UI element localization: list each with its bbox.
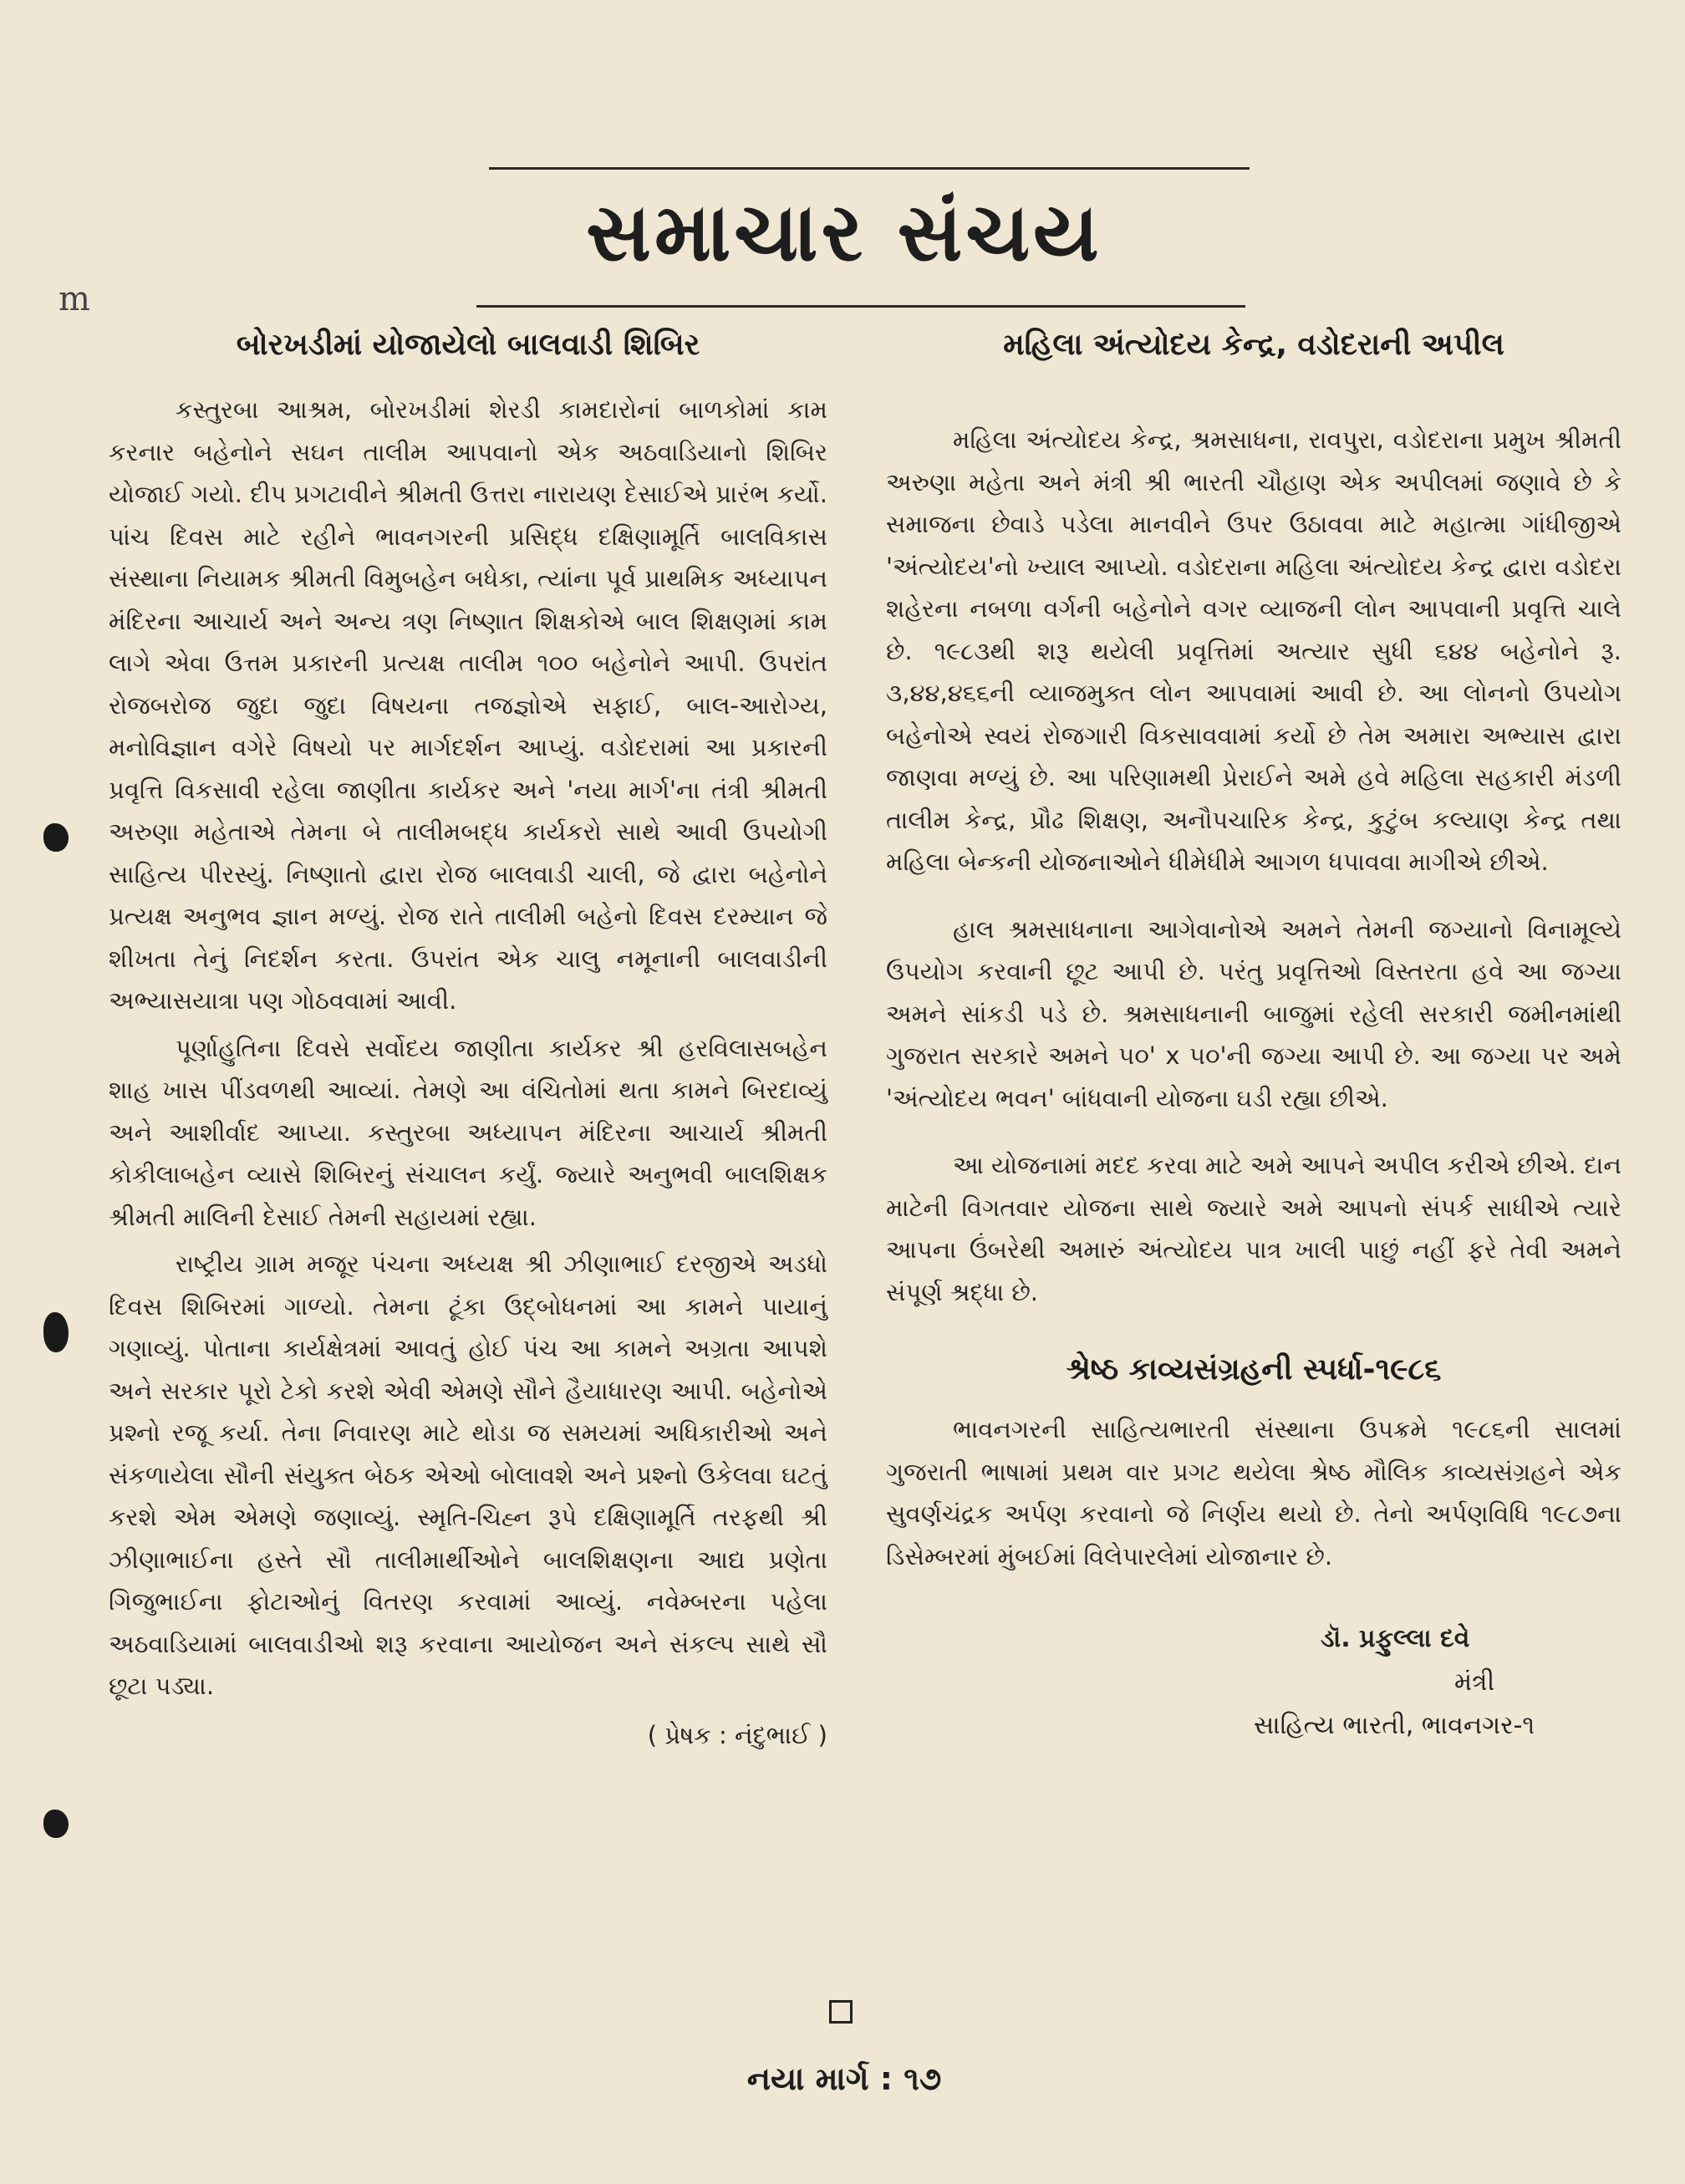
page-footer: નયા માર્ગ : ૧૭ bbox=[746, 2060, 942, 2097]
right-article-paragraph: હાલ શ્રમસાધનાના આગેવાનોએ અમને તેમની જગ્યાનો વિનામૂલ્યે ઉપયોગ કરવાની છૂટ આપી છે. પરંતુ પ્રવૃત્તિઓ વિસ્તરતા હવે આ જગ્યા અમને સાંકડી પડે છે. શ્રમસાધનાની બાજુમાં રહેલી સરકારી જમીનમાંથી ગુજરાત સરકારે અમને ૫૦' x ૫૦'ની જગ્યા આપી છે. આ જગ્યા પર અમે 'અંત્યોદય ભવન' બાંધવાની યોજના ઘડી રહ્યા છીએ. bbox=[886, 914, 1621, 1112]
right-article-title: મહિલા અંત્યોદય કેન્દ્ર, વડોદરાની અપીલ bbox=[1003, 328, 1504, 362]
competition-paragraph: ભાવનગરની સાહિત્યભારતી સંસ્થાના ઉપક્રમે ૧૯૮૬ની સાલમાં ગુજરાતી ભાષામાં પ્રથમ વાર પ્રગટ થયેલા શ્રેષ્ઠ મૌલિક કાવ્યસંગ્રહને એક સુવર્ણચંદ્રક અર્પણ કરવાનો જે નિર્ણય થયો છે. તેનો અર્પણવિધિ ૧૯૮૭ના ડિસેમ્બરમાં મુંબઈમાં વિલેપારલેમાં યોજાનાર છે. bbox=[886, 1415, 1621, 1571]
signatory-name: ડૉ. પ્રફુલ્લા દવે bbox=[1321, 1624, 1470, 1653]
article-sender: ( પ્રેષક : નંદુભાઈ ) bbox=[647, 1720, 827, 1749]
left-article-title: બોરખડીમાં યોજાયેલો બાલવાડી શિબિર bbox=[236, 328, 700, 362]
binding-hole bbox=[43, 823, 69, 852]
left-article-paragraph: રાષ્ટ્રીય ગ્રામ મજૂર પંચના અધ્યક્ષ શ્રી ઝીણાભાઈ દરજીએ અડધો દિવસ શિબિરમાં ગાળ્યો. તેમના ટૂંકા ઉદ્બોધનમાં આ કામને પાયાનું ગણાવ્યું. પોતાના કાર્યક્ષેત્રમાં આવતું હોઈ પંચ આ કામને અગ્રતા આપશે અને સરકાર પૂરો ટેકો કરશે એવી એમણે સૌને હૈયાધારણ આપી. બહેનોએ પ્રશ્નો રજૂ કર્યા. તેના નિવારણ માટે થોડા જ સમયમાં અધિકારીઓ અને સંકળાયેલા સૌની સંયુક્ત બેઠક એઓ બોલાવશે અને પ્રશ્નો ઉકેલવા ઘટતું કરશે એમ એમણે જણાવ્યું. સ્મૃતિ-ચિહ્ન રૂપે દક્ષિણામૂર્તિ તરફથી શ્રી ઝીણાભાઈના હસ્તે સૌ તાલીમાર્થીઓને બાલશિક્ષણના આદ્ય પ્રણેતા ગિજુભાઈના ફોટાઓનું વિતરણ કરવામાં આવ્યું. નવેમ્બરના પહેલા અઠવાડિયામાં બાલવાડીઓ શરૂ કરવાના આયોજન અને સંકલ્પ સાથે સૌ છૂટા પડ્યા. bbox=[109, 1250, 827, 1700]
signatory-org: સાહિત્ય ભારતી, ભાવનગર-૧ bbox=[1254, 1711, 1535, 1740]
left-article-paragraph: કસ્તુરબા આશ્રમ, બોરખડીમાં શેરડી કામદારોનાં બાળકોમાં કામ કરનાર બહેનોને સઘન તાલીમ આપવાનો એક અઠવાડિયાનો શિબિર યોજાઈ ગયો. દીપ પ્રગટાવીને શ્રીમતી ઉત્તરા નારાયણ દેસાઈએ પ્રારંભ કર્યો. પાંચ દિવસ માટે રહીને ભાવનગરની પ્રસિદ્ધ દક્ષિણામૂર્તિ બાલવિકાસ સંસ્થાના નિયામક શ્રીમતી વિમુબહેન બધેકા, ત્યાંના પૂર્વ પ્રાથમિક અધ્યાપન મંદિરના આચાર્ય અને અન્ય ત્રણ નિષ્ણાત શિક્ષકોએ બાલ શિક્ષણમાં કામ લાગે એવા ઉત્તમ પ્રકારની પ્રત્યક્ષ તાલીમ ૧૦૦ બહેનોને આપી. ઉપરાંત રોજબરોજ જુદા જુદા વિષયના તજજ્ઞોએ સફાઈ, બાલ-આરોગ્ય, મનોવિજ્ઞાન વગેરે વિષયો પર માર્ગદર્શન આપ્યું. વડોદરામાં આ પ્રકારની પ્રવૃત્તિ વિકસાવી રહેલા જાણીતા કાર્યકર અને 'નયા માર્ગ'ના તંત્રી શ્રીમતી અરુણા મહેતાએ તેમના બે તાલીમબદ્ધ કાર્યકરો સાથે આવી ઉપયોગી સાહિત્ય પીરસ્યું. નિષ્ણાતો દ્વારા રોજ બાલવાડી ચાલી, જે દ્વારા બહેનોને પ્રત્યક્ષ અનુભવ જ્ઞાન મળ્યું. રોજ રાતે તાલીમી બહેનો દિવસ દરમ્યાન જે શીખતા તેનું નિદર્શન કરતા. ઉપરાંત એક ચાલુ નમૂનાની બાલવાડીની અભ્યાસયાત્રા પણ ગોઠવવામાં આવી. bbox=[109, 395, 827, 1015]
masthead-title: સમાચાર સંચય bbox=[586, 186, 1102, 279]
right-column bbox=[886, 322, 1621, 1748]
right-article-paragraph: મહિલા અંત્યોદય કેન્દ્ર, શ્રમસાધના, રાવપુરા, વડોદરાના પ્રમુખ શ્રીમતી અરુણા મહેતા અને મંત્રી શ્રી ભારતી ચૌહાણ એક અપીલમાં જણાવે છે કે સમાજના છેવાડે પડેલા માનવીને ઉપર ઉઠાવવા માટે મહાત્મા ગાંધીજીએ 'અંત્યોદય'નો ખ્યાલ આપ્યો. વડોદરાના મહિલા અંત્યોદય કેન્દ્ર દ્વારા વડોદરા શહેરના નબળા વર્ગની બહેનોને વગર વ્યાજની લોન આપવાની પ્રવૃત્તિ ચાલે છે. ૧૯૮૩થી શરૂ થયેલી પ્રવૃત્તિમાં અત્યાર સુધી ૬૪૪ બહેનોને રૂ. ૩,૪૪,૪૬૬ની વ્યાજમુક્ત લોન આપવામાં આવી છે. આ લોનનો ઉપયોગ બહેનોએ સ્વયં રોજગારી વિકસાવવામાં કર્યો છે તેમ અમારા અભ્યાસ દ્વારા જાણવા મળ્યું છે. આ પરિણામથી પ્રેરાઈને અમે હવે મહિલા સહકારી મંડળી તાલીમ કેન્દ્ર, પ્રૌઢ શિક્ષણ, અનૌપચારિક કેન્દ્ર, કુટુંબ કલ્યાણ કેન્દ્ર તથા મહિલા બેન્કની યોજનાઓને ધીમેધીમે આગળ ધપાવવા માગીએ છીએ. bbox=[886, 425, 1621, 876]
competition-title: શ્રેષ્ઠ કાવ્યસંગ્રહની સ્પર્ધા-૧૯૮૬ bbox=[1066, 1352, 1442, 1387]
end-of-article-square bbox=[829, 2000, 853, 2024]
binding-hole bbox=[43, 1810, 69, 1838]
right-article-paragraph: આ યોજનામાં મદદ કરવા માટે અમે આપને અપીલ કરીએ છીએ. દાન માટેની વિગતવાર યોજના સાથે જ્યારે અમે આપનો સંપર્ક સાધીએ ત્યારે આપના ઉંબરેથી અમારું અંત્યોદય પાત્ર ખાલી પાછું નહીં ફરે તેવી અમને સંપૂર્ણ શ્રદ્ધા છે. bbox=[886, 1151, 1621, 1306]
margin-pencil-note: m bbox=[59, 280, 90, 318]
left-column bbox=[109, 322, 827, 1756]
masthead-top-rule bbox=[489, 167, 1250, 170]
left-article-paragraph: પૂર્ણાહુતિના દિવસે સર્વોદય જાણીતા કાર્યકર શ્રી હરવિલાસબહેન શાહ ખાસ પીંડવળથી આવ્યાં. તેમણે આ વંચિતોમાં થતા કામને બિરદાવ્યું અને આશીર્વાદ આપ્યા. કસ્તુરબા અધ્યાપન મંદિરના આચાર્ય શ્રીમતી કોકીલાબહેન વ્યાસે શિબિરનું સંચાલન કર્યું. જ્યારે અનુભવી બાલશિક્ષક શ્રીમતી માલિની દેસાઈ તેમની સહાયમાં રહ્યા. bbox=[109, 1033, 827, 1231]
binding-hole bbox=[43, 1312, 69, 1352]
signatory-title: મંત્રી bbox=[1454, 1667, 1495, 1697]
masthead-bottom-rule bbox=[476, 305, 1245, 308]
